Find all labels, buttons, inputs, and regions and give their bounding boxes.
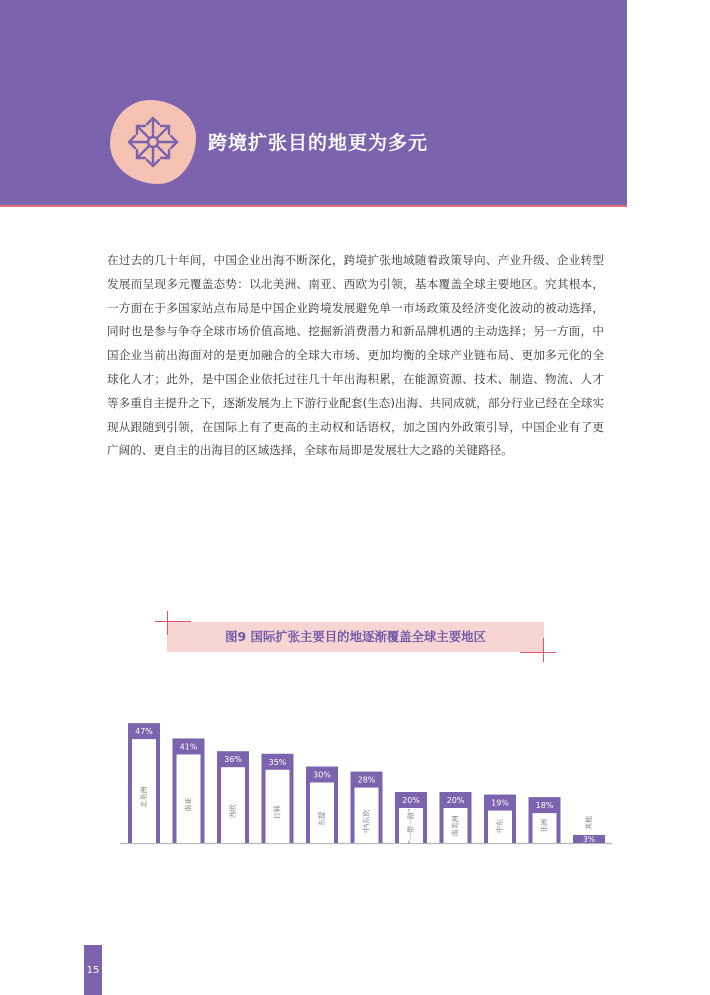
bar-value-label: 20% <box>446 796 465 805</box>
bar-category-label: 其他 <box>585 816 593 830</box>
bar-category-label: 中\东欧 <box>362 809 371 833</box>
bar-value-label: 3% <box>583 835 595 844</box>
bar-value-label: 28% <box>357 775 376 785</box>
bar-category-label: 南亚 <box>184 797 193 812</box>
bar-value-label: 41% <box>179 742 198 752</box>
figure-title: 图9 国际扩张主要目的地逐渐覆盖全球主要地区 <box>225 629 486 644</box>
bar-category-label: 中东 <box>496 819 504 833</box>
bar-value-label: 30% <box>313 770 331 780</box>
bar-category-label: 东盟 <box>318 811 326 826</box>
page-number: 15 <box>86 965 100 976</box>
bar-category-label: 西欧 <box>229 804 237 819</box>
bar-category-label: 非洲 <box>540 819 549 833</box>
bar-category-label: 南美洲 <box>451 815 460 837</box>
bar-category-label: 北美洲 <box>140 786 148 808</box>
bar-value-label: 36% <box>224 755 242 765</box>
bar-category-label: 日韩 <box>273 805 282 820</box>
bar-value-label: 18% <box>535 801 554 811</box>
bar-value-label: 35% <box>268 757 287 767</box>
bar-value-label: 20% <box>402 796 420 805</box>
section-title: 跨境扩张目的地更为多元 <box>208 132 429 154</box>
body-paragraph: 在过去的几十年间，中国企业出海不断深化，跨境扩张地域随着政策导向、产业升级、企业转型发展而呈现多元覆盖态势：以北美洲、南亚、西欧为引领，基本覆盖全球主要地区。究其根本，一方面在于多国家站点布局是中国企业跨境发展避免单一市场政策及经济变化波动的被动选择，同时也是参与争夺全球市场价值高地、挖掘新消费潜力和新品牌机遇的主动选择；另一方面，中国企业当前出海面对的是更加融合的全球大市场、更加均衡的全球产业链布局、更加多元化的全球化人才；此外，是中国企业依托过往几十年出海积累，在能源资源、技术、制造、物流、人才等多重自主提升之下，逐渐发展为上下游行业配套(生态)出海、共同成就，部分行业已经在全球实现从跟随到引领，在国际上有了更高的主动权和话语权，加之国内外政策引导，中国企业有了更广阔的、更自主的出海目的区域选择，全球布局即是发展壮大之路的关键路径。 <box>107 253 604 458</box>
bar-category-label: "一带一路" <box>407 808 415 844</box>
bar-value-label: 19% <box>491 798 509 808</box>
bar-value-label: 47% <box>135 727 153 737</box>
